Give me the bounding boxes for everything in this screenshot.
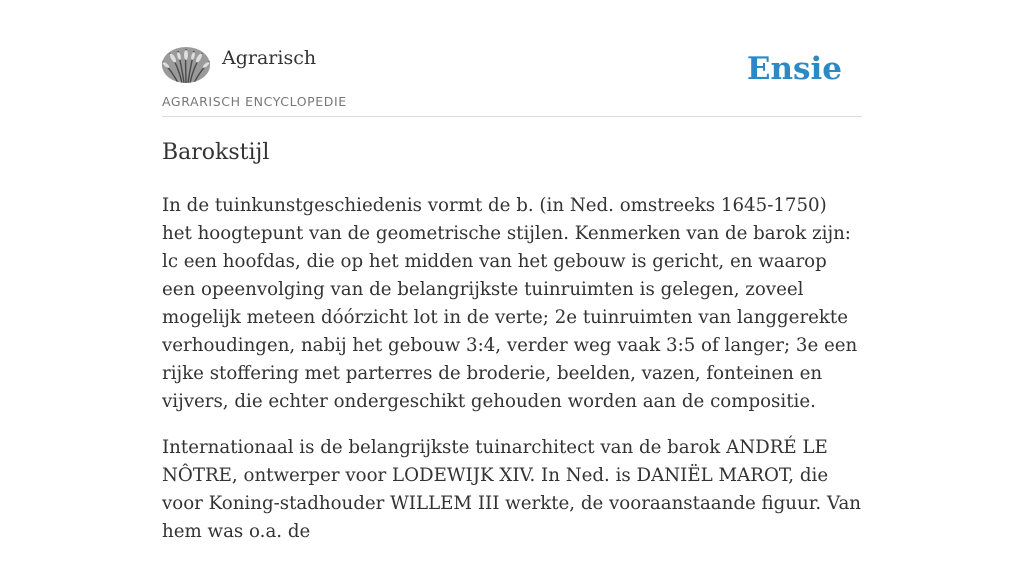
site-header — [162, 45, 862, 117]
brand-logo[interactable]: Ensie — [746, 51, 842, 87]
article-title: Barokstijl — [162, 140, 270, 165]
wheat-logo-icon[interactable] — [162, 47, 210, 83]
publication-subtitle[interactable]: AGRARISCH ENCYCLOPEDIE — [162, 94, 347, 109]
publication-name[interactable]: Agrarisch — [222, 47, 317, 69]
article-paragraph: In de tuinkunstgeschiedenis vormt de b. (in Ned. omstreeks 1645-1750) het hoogtepunt van de geometrische stijlen. Kenmerken van de barok zijn: lc een hoofdas, die op het midden van het gebouw is gericht, en waarop een opeenvolging van de belangrijkste tuinruimten is gelegen, zoveel mogelijk meteen dóórzicht lot in de verte; 2e tuinruimten van langgerekte verhoudingen, nabij het gebouw 3:4, verder weg vaak 3:5 of langer; 3e een rijke stoffering met parterres de broderie, beelden, vazen, fonteinen en vijvers, die echter ondergeschikt gehouden worden aan de compositie. — [162, 195, 858, 412]
article-body — [162, 192, 862, 564]
article-paragraph: Internationaal is de belangrijkste tuinarchitect van de barok ANDRÉ LE NÔTRE, ontwerper voor LODEWIJK XIV. In Ned. is DANIËL MAROT, die voor Koning-stadhouder WILLEM III werkte, de vooraanstaande figuur. Van hem was o.a. de — [162, 437, 862, 542]
